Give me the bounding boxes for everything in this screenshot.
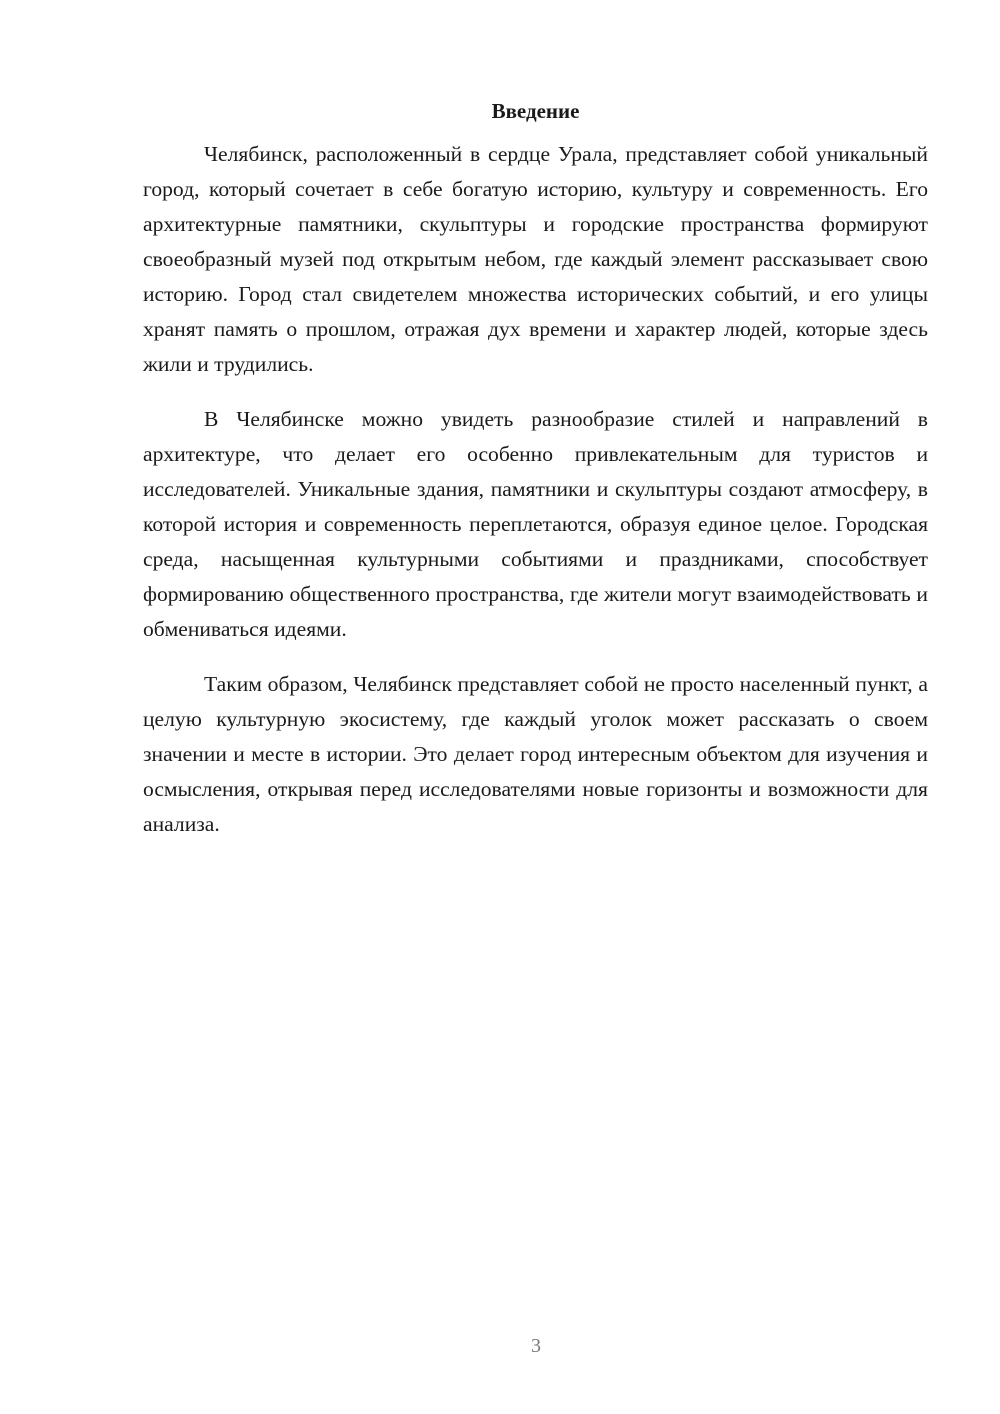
paragraph-1: Челябинск, расположенный в сердце Урала, представляет собой уникальный город, который сочетает в себе богатую историю, культуру и современность. Его архитектурные памятники, скульптуры и городские пространства формируют своеобразный музей под открытым небом, где каждый элемент рассказывает свою историю. Город стал свидетелем множества исторических событий, и его улицы хранят память о прошлом, отражая дух времени и характер людей, которые здесь жили и трудились. (143, 142, 928, 376)
paragraph-2: В Челябинске можно увидеть разнообразие стилей и направлений в архитектуре, что делает его особенно привлекательным для туристов и исследователей. Уникальные здания, памятники и скульптуры создают атмосферу, в которой история и современность переплетаются, образуя единое целое. Городская среда, насыщенная культурными событиями и праздниками, способствует формированию общественного пространства, где жители могут взаимодействовать и обмениваться идеями. (143, 407, 928, 641)
paragraph-3: Таким образом, Челябинск представляет собой не просто населенный пункт, а целую культурную экосистему, где каждый уголок может рассказать о своем значении и месте в истории. Это делает город интересным объектом для изучения и осмысления, открывая перед исследователями новые горизонты и возможности для анализа. (143, 672, 928, 836)
page-number: 3 (531, 1335, 541, 1357)
section-heading: Введение (491, 99, 580, 123)
page-content (143, 96, 928, 862)
